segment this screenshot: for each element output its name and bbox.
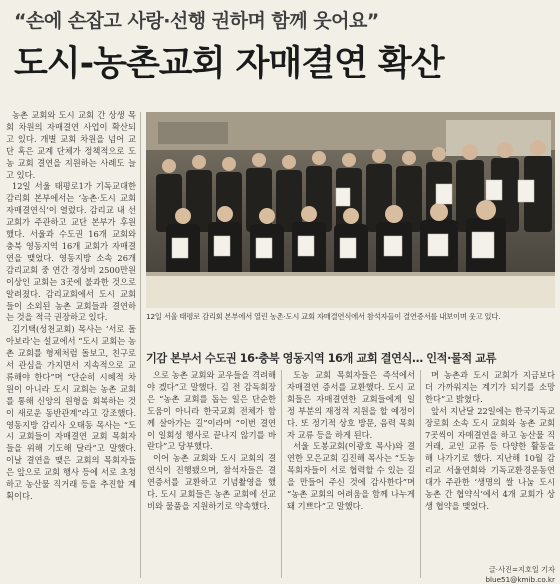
article-column-1 (6, 110, 136, 580)
article-paragraph: 이어 농촌 교회와 도시 교회의 결연식이 진행됐으며, 참석자들은 결연증서를 교환하고 기념촬영을 했다. 도시 교회들은 농촌 교회에 선교비와 물품을 지원하기로 약속했다. (147, 453, 276, 511)
article-column-4 (425, 370, 555, 560)
column-divider (281, 370, 282, 578)
article-paragraph: 12일 서울 태평로1가 기독교대한감리회 본부에서는 ‘농촌·도시 교회 자매결연식’이 열렸다. 감리교 내 선교회가 주관하고 교단 본부가 후원했다. 서울과 수도권 16개 교회와 충북 영동지역 16개 교회가 자매결연을 맺었다. 영동지방 소속 26개 감리교회 중 연간 경상비 2500만원 이상인 교회는 3곳에 불과한 것으로 알려졌다. 감리교회에서 도시 교회들이 소외된 농촌 교회들과 결연하는 것을 적극 권장하고 있다. (6, 181, 136, 323)
byline: 글·사진=지호일 기자 blue51@kmib.co.kr (485, 565, 555, 584)
article-paragraph: 며 농촌과 도시 교회가 지금보다 더 가까워지는 계기가 되기를 소망한다”고 밝혔다. (425, 370, 555, 404)
article-paragraph: 농촌 교회와 도시 교회 간 상생 목회 차원의 자매결연 사업이 확산되고 있다. 개별 교회 차원을 넘어 교단 혹은 교계 단체가 정책적으로 도농 교회 결연을 지원하는 사례도 늘고 있다. (6, 110, 136, 180)
kicker-quote: “손에 손잡고 사랑·선행 권하며 함께 웃어요” (14, 10, 379, 32)
photo-caption: 12일 서울 태평로 감리회 본부에서 열린 농촌·도시 교회 자매결연식에서 참석자들이 결연증서를 내보이며 웃고 있다. (146, 312, 501, 321)
subheadline: 기감 본부서 수도권 16·충북 영동지역 16개 교회 결연식… 인적·물적 교류 (146, 352, 497, 365)
article-paragraph: 도농 교회 목회자들은 즉석에서 자매결연 증서를 교환했다. 도시 교회들은 자매결연한 교회들에게 일정 부분의 재정적 지원을 할 예정이다. 또 정기적 상호 방문, 음력 목회자 교류 등을 하게 된다. (287, 370, 415, 440)
article-paragraph: 으로 농촌 교회와 교우들을 격려해야 겠다”고 말했다. 김 전 감독회장은 “농촌 교회를 돕는 일은 단순한 도움이 아니라 한국교회 전체가 함께 살아가는 길”이라며 “이번 결연이 일회성 행사로 끝나지 않기를 바란다”고 당부했다. (147, 370, 276, 452)
article-column-2 (147, 370, 276, 578)
headline: 도시-농촌교회 자매결연 확산 (14, 44, 444, 84)
column-divider (420, 370, 421, 578)
news-photo (146, 112, 555, 308)
article-column-3 (287, 370, 415, 578)
article-paragraph: 서울 도봉교회(이광호 목사)와 결연한 모은교회 김진해 목사는 “도농 목회자들이 서로 협력할 수 있는 길을 만들어 주신 것에 감사한다”며 “농촌 교회의 어려움을 함께 나누게 돼 기쁘다”고 말했다. (287, 441, 415, 511)
column-divider (140, 112, 141, 578)
group-photo-illustration (146, 112, 555, 308)
article-paragraph: 김기택(성천교회) 목사는 ‘서로 돌아보라’는 설교에서 “도시 교회는 농촌 교회를 형제처럼 돌보고, 친구로서 관심을 가지면서 지속적으로 교류해야 한다”며 “단순히 시혜적 차원이 아니라 도시 교회는 농촌 교회를 통해 신앙의 원형을 회복하는 것이 새로운 동반관계”라고 강조했다. 영동지방 감리사 오태동 목사는 “도시 교회들이 자매결연 교회 목회자들을 위해 기도해 달라”고 말했다. 이날 결연을 맺은 교회의 목회자들은 앞으로 교회 행사 등에 서로 초청하고 농산물 직거래 등을 추진할 계획이다. (6, 324, 136, 501)
article-paragraph: 앞서 지난달 22일에는 한국기독교장로회 소속 도시 교회와 농촌 교회 7곳씩이 자매결연을 하고 농산물 직거래, 교인 교류 등 다양한 활동을 해 나가기로 했다. 지난해 10월 감리교 서울연회와 기독교환경운동연대가 주관한 ‘생명의 쌀 나눔 도시 농촌 간 협약식’에서 4개 교회가 상생 협약을 맺었다. (425, 405, 555, 511)
